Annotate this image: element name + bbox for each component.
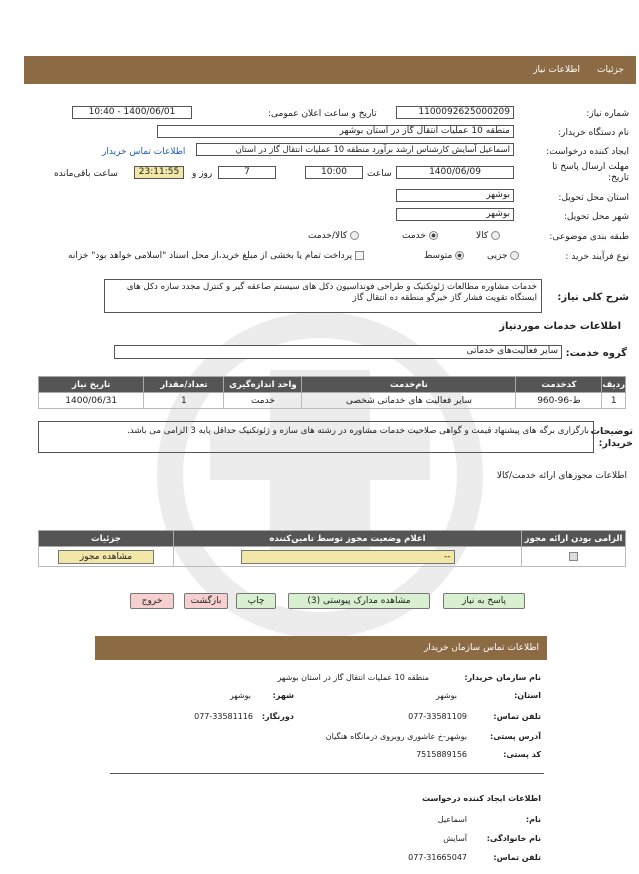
days-label: روز و <box>192 169 213 179</box>
col-permit-required: الزامی بودن ارائه مجوز <box>522 531 626 547</box>
permits-title: اطلاعات مجوزهای ارائه خدمت/کالا <box>496 471 627 481</box>
phone-label: تلفن تماس: <box>493 712 541 721</box>
col-permit-details: جزئیات <box>39 531 174 547</box>
fax-value: 077-33581116 <box>194 712 253 721</box>
radio-icon <box>510 251 519 260</box>
summary-label: شرح کلی نیاز: <box>557 292 629 303</box>
radio-selected-icon <box>455 251 464 260</box>
city-label: شهر: <box>272 691 294 700</box>
name-label: نام: <box>525 815 541 824</box>
family-value: آسایش <box>443 834 467 843</box>
province-label: استان محل تحویل: <box>558 193 629 203</box>
table-header-row <box>39 377 626 393</box>
cell-qty: 1 <box>144 393 224 409</box>
deadline-label: مهلت ارسال پاسخ تا تاریخ: <box>552 162 629 183</box>
page-header <box>24 56 636 84</box>
need-number-label: شماره نیاز: <box>586 109 629 119</box>
buyer-label: نام دستگاه خریدار: <box>558 128 629 138</box>
province-label: استان: <box>514 691 541 700</box>
org-value: منطقه 10 عملیات انتقال گاز در استان بوشهر <box>277 673 429 682</box>
col-qty: تعداد/مقدار <box>144 377 224 393</box>
table-row <box>39 547 626 567</box>
city-label: شهر محل تحویل: <box>563 212 629 222</box>
process-label: نوع فرآیند خرید : <box>565 252 629 262</box>
remaining-label: ساعت باقی‌مانده <box>54 169 118 179</box>
contact-divider <box>110 773 544 774</box>
col-unit: واحد اندازه‌گیری <box>224 377 302 393</box>
services-title: اطلاعات خدمات مورد‌نیاز <box>499 321 621 332</box>
creator-phone-label: تلفن تماس: <box>493 853 541 862</box>
postal-label: کد پستی: <box>503 750 541 759</box>
name-value: اسماعیل <box>437 815 467 824</box>
address-value: بوشهر-خ عاشوری روبروی درمانگاه هنگیان <box>325 732 467 741</box>
buyer-notes-label: توضیحات خریدار: <box>590 426 633 449</box>
reply-button[interactable]: پاسخ به نیاز <box>443 593 525 609</box>
announce-label: تاریخ و ساعت اعلان عمومی: <box>268 109 377 119</box>
permit-status-field: -- <box>241 550 455 564</box>
cell-code: ط-96-960 <box>516 393 602 409</box>
col-permit-status: اعلام وضعیت مجوز توسط تامین‌کننده <box>174 531 522 547</box>
remaining-time-field: 23:11:55 <box>134 166 184 179</box>
postal-value: 7515889156 <box>416 750 467 759</box>
summary-box: خدمات مشاوره مطالعات ژئوتکنیک و طراحی فونداسیون دکل های سیستم صاعقه گیر و کنترل مجدد سازه دکل های ایستگاه تقویت فشار گاز خیرگو منطقه ده انتقال گاز <box>104 279 542 313</box>
buyer-contact-link[interactable]: اطلاعات تماس خریدار <box>102 147 186 157</box>
col-code: کدخدمت <box>516 377 602 393</box>
watermark-logo <box>150 310 490 640</box>
table-row <box>39 393 626 409</box>
back-button[interactable]: بازگشت <box>184 593 228 609</box>
process-option-medium[interactable]: متوسط <box>424 251 464 261</box>
services-table <box>38 376 626 409</box>
process-option-minor[interactable]: جزیی <box>487 251 519 261</box>
attachments-button[interactable]: مشاهده مدارک پیوستی (3) <box>288 593 430 609</box>
exit-button[interactable]: خروج <box>130 593 174 609</box>
checkbox-icon <box>355 251 364 260</box>
buyer-field: منطقه 10 عملیات انتقال گاز در استان بوشهر <box>157 125 514 138</box>
cell-name: سایر فعالیت های خدماتی شخصی <box>302 393 516 409</box>
category-option-goods[interactable]: کالا <box>476 231 500 241</box>
org-label: نام سازمان خریدار: <box>464 673 541 682</box>
family-label: نام خانوادگی: <box>486 834 541 843</box>
header-subtitle: اطلاعات نیاز <box>533 65 580 75</box>
announce-field: 1400/06/01 - 10:40 <box>72 106 192 119</box>
cell-permit-status <box>174 547 522 567</box>
fax-label: دورنگار: <box>261 712 294 721</box>
contact-header: اطلاعات تماس سازمان خریدار <box>95 636 547 660</box>
requester-label: ایجاد کننده درخواست: <box>546 147 629 157</box>
buyer-notes-box: بارگزاری برگه های پیشنهاد قیمت و گواهی صلاحیت خدمات مشاوره در رشته های سازه و ژئوتکنیک حداقل پایه 3 الزامی می باشد. <box>38 421 594 453</box>
creator-title: اطلاعات ایجاد کننده درخواست <box>422 794 541 803</box>
radio-selected-icon <box>429 231 438 240</box>
view-permit-button[interactable]: مشاهده مجوز <box>58 550 154 564</box>
deadline-date-field: 1400/06/09 <box>396 166 514 179</box>
deadline-time-field: 10:00 <box>305 166 363 179</box>
checkbox-checked-icon <box>569 552 578 561</box>
deadline-time-label: ساعت <box>367 169 392 179</box>
col-date: تاریخ نیاز <box>39 377 144 393</box>
creator-phone-value: 077-31665047 <box>408 853 467 862</box>
table-header-row <box>39 531 626 547</box>
cell-row: 1 <box>602 393 626 409</box>
need-number-field: 1100092625000209 <box>396 106 514 119</box>
category-label: طبقه بندی موضوعی: <box>549 232 629 242</box>
group-field: سایر فعالیت‌های خدماتی <box>114 345 562 359</box>
col-name: نام‌خدمت <box>302 377 516 393</box>
group-label: گروه خدمت: <box>565 348 627 359</box>
radio-icon <box>491 231 500 240</box>
print-button[interactable]: چاپ <box>236 593 276 609</box>
category-option-both[interactable]: کالا/خدمت <box>308 231 359 241</box>
cell-permit-details <box>39 547 174 567</box>
cell-date: 1400/06/31 <box>39 393 144 409</box>
city-field: بوشهر <box>396 208 514 221</box>
payment-note[interactable]: پرداخت تمام یا بخشی از مبلغ خرید،از محل اسناد "اسلامی خواهد بود" خزانه <box>68 251 364 261</box>
address-label: آدرس پستی: <box>490 732 541 741</box>
requester-field: اسماعیل آسایش کارشناس ارشد برآورد منطقه 10 عملیات انتقال گاز در استان <box>196 143 514 156</box>
days-field: 7 <box>218 166 276 179</box>
province-value: بوشهر <box>435 691 457 700</box>
phone-value: 077-33581109 <box>408 712 467 721</box>
city-value: بوشهر <box>229 691 251 700</box>
permits-table <box>38 530 626 567</box>
cell-permit-required <box>522 547 626 567</box>
header-title: جزئیات <box>597 65 624 75</box>
province-field: بوشهر <box>396 189 514 202</box>
col-row: ردیف <box>602 377 626 393</box>
radio-icon <box>350 231 359 240</box>
category-option-service[interactable]: خدمت <box>402 231 438 241</box>
cell-unit: خدمت <box>224 393 302 409</box>
